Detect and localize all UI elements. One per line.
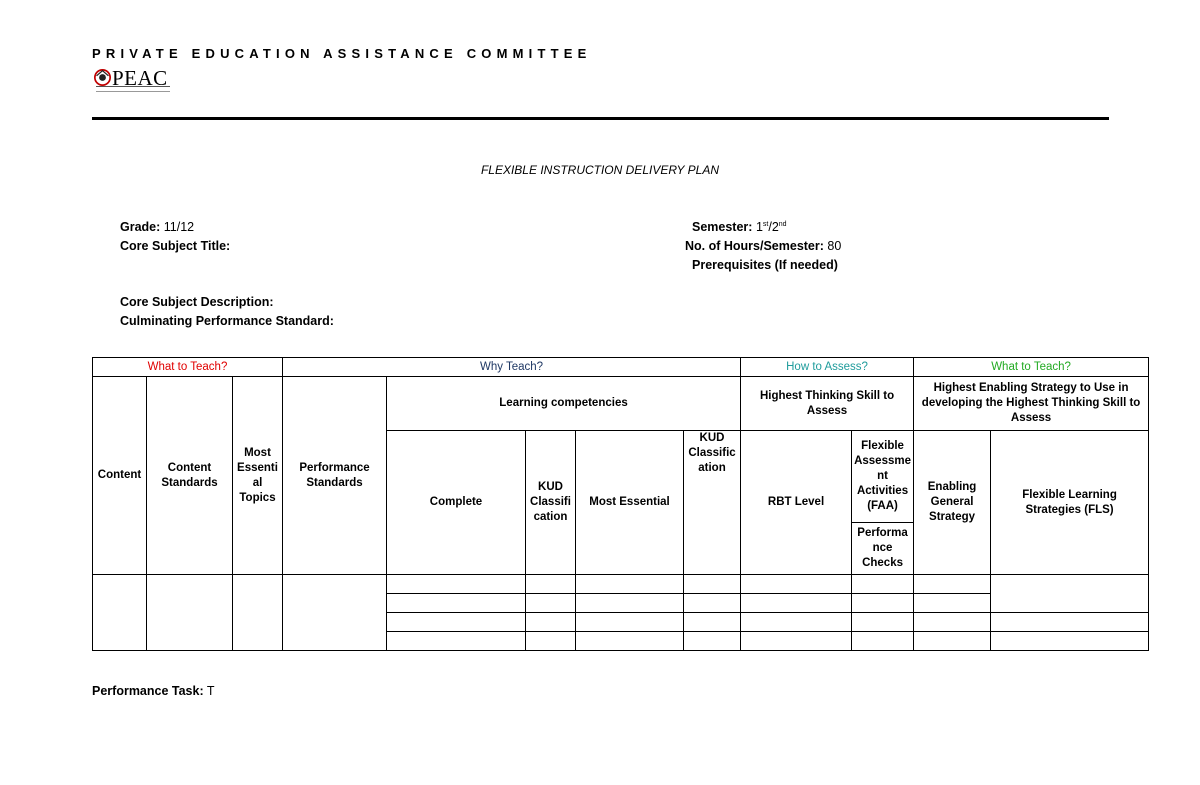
document-title: FLEXIBLE INSTRUCTION DELIVERY PLAN (480, 163, 720, 177)
section-what-to-teach-2: What to Teach? (914, 358, 1149, 377)
performance-task-field (92, 684, 215, 698)
table-cell[interactable] (991, 575, 1149, 613)
table-cell[interactable] (526, 575, 576, 594)
hours-value: 80 (827, 239, 842, 253)
table-cell[interactable] (914, 575, 991, 594)
table-cell[interactable] (914, 613, 991, 632)
header-kud-classification-top: KUD Classification (684, 431, 741, 575)
table-cell[interactable] (741, 632, 852, 651)
table-cell[interactable] (852, 575, 914, 594)
table-cell[interactable] (684, 575, 741, 594)
header-learning-competencies: Learning competencies (387, 377, 741, 431)
table-cell[interactable] (576, 613, 684, 632)
culminating-standard-field (120, 314, 334, 328)
table-cell[interactable] (576, 632, 684, 651)
grade-value: 11/12 (163, 220, 195, 234)
semester-first: 1 (755, 220, 763, 234)
semester-label: Semester: (692, 220, 753, 234)
table-cell[interactable] (741, 613, 852, 632)
header-most-essential: Most Essential (576, 431, 684, 575)
table-cell[interactable] (741, 594, 852, 613)
hours-label: No. of Hours/Semester: (685, 239, 824, 253)
performance-task-value: T (206, 684, 215, 698)
table-cell[interactable] (852, 613, 914, 632)
semester-sep: /2 (768, 220, 779, 234)
header-performance-standards: Performance Standards (283, 377, 387, 575)
culminating-standard-label: Culminating Performance Standard: (120, 314, 334, 328)
section-what-to-teach: What to Teach? (93, 358, 283, 377)
header-complete: Complete (387, 431, 526, 575)
table-cell[interactable] (387, 575, 526, 594)
table-cell[interactable] (852, 632, 914, 651)
table-cell[interactable] (93, 575, 147, 651)
description-field (120, 295, 274, 309)
grade-field (120, 220, 194, 234)
performance-task-label: Performance Task: (92, 684, 204, 698)
section-how-to-assess: How to Assess? (741, 358, 914, 377)
table-cell[interactable] (526, 613, 576, 632)
table-cell[interactable] (387, 613, 526, 632)
table-cell[interactable] (684, 613, 741, 632)
header-content-standards: Content Standards (147, 377, 233, 575)
table-cell[interactable] (576, 594, 684, 613)
organization-name: PRIVATE EDUCATION ASSISTANCE COMMITTEE (92, 46, 592, 61)
table-cell[interactable] (526, 632, 576, 651)
header-enabling-general-strategy: Enabling General Strategy (914, 431, 991, 575)
table-cell[interactable] (387, 632, 526, 651)
header-most-essential-topics: Most Essential Topics (233, 377, 283, 575)
header-faa: Flexible Assessment Activities (FAA) (852, 431, 914, 523)
logo-text: PEAC (112, 66, 168, 90)
table-cell[interactable] (991, 632, 1149, 651)
table-cell[interactable] (914, 594, 991, 613)
section-why-teach: Why Teach? (283, 358, 741, 377)
table-cell[interactable] (991, 613, 1149, 632)
table-cell[interactable] (741, 575, 852, 594)
table-cell[interactable] (684, 594, 741, 613)
header-rbt-level: RBT Level (741, 431, 852, 575)
description-label: Core Subject Description: (120, 295, 274, 309)
header-highest-enabling-strategy: Highest Enabling Strategy to Use in developing the Highest Thinking Skill to Assess (914, 377, 1149, 431)
header-content: Content (93, 377, 147, 575)
header-highest-thinking-skill: Highest Thinking Skill to Assess (741, 377, 914, 431)
header-kud-classification: KUD Classification (526, 431, 576, 575)
header-performance-checks: Performance Checks (852, 523, 914, 575)
table-cell[interactable] (387, 594, 526, 613)
table-cell[interactable] (576, 575, 684, 594)
prerequisites-label: Prerequisites (If needed) (692, 258, 838, 272)
peac-emblem-icon (94, 69, 111, 86)
semester-first-sup: st (762, 220, 769, 228)
grade-label: Grade: (120, 220, 161, 234)
logo-tagline-lines (96, 86, 170, 92)
peac-logo (92, 66, 182, 94)
prerequisites-field (692, 258, 838, 272)
subject-title-label: Core Subject Title: (120, 239, 231, 253)
hours-field (685, 239, 841, 253)
table-cell[interactable] (852, 594, 914, 613)
semester-field (692, 220, 787, 234)
delivery-plan-table (92, 357, 1149, 651)
table-cell[interactable] (914, 632, 991, 651)
header-fls: Flexible Learning Strategies (FLS) (991, 431, 1149, 575)
semester-second-sup: nd (778, 220, 787, 228)
subject-title-field (120, 239, 230, 253)
table-cell[interactable] (147, 575, 233, 651)
table-cell[interactable] (283, 575, 387, 651)
table-cell[interactable] (526, 594, 576, 613)
table-cell[interactable] (233, 575, 283, 651)
header-divider (92, 117, 1109, 120)
table-cell[interactable] (684, 632, 741, 651)
